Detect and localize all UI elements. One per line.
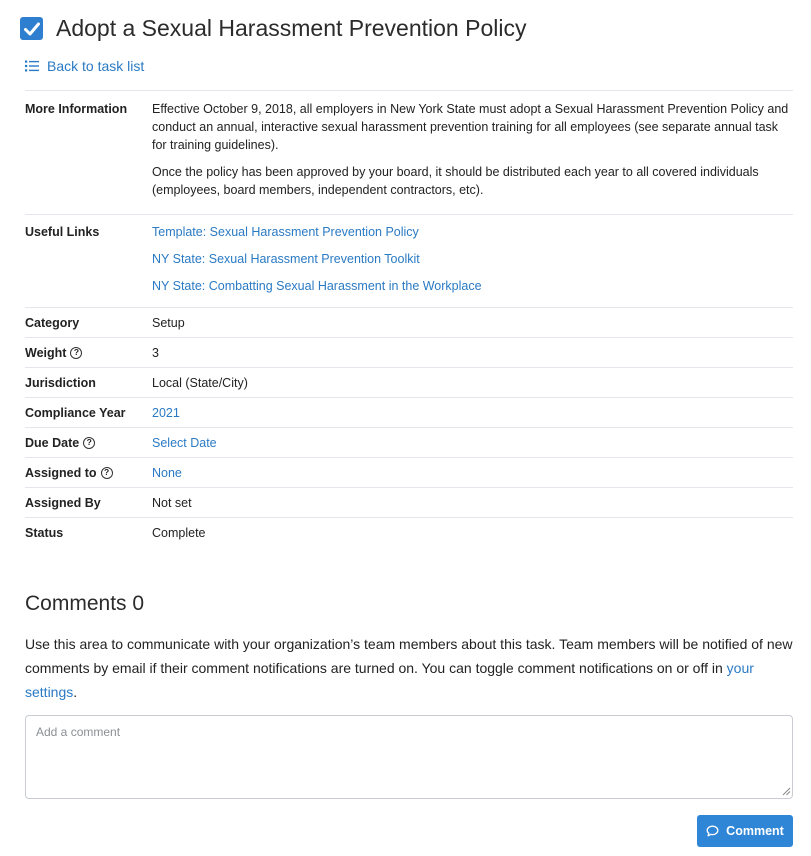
- back-link-label: Back to task list: [47, 58, 145, 74]
- category-label: Category: [25, 315, 80, 330]
- checkmark-icon: [24, 22, 40, 36]
- category-value: Setup: [152, 315, 185, 330]
- comment-button[interactable]: [697, 815, 793, 847]
- compliance-year-row: [25, 398, 793, 428]
- jurisdiction-row: [25, 368, 793, 398]
- assigned-by-row: [25, 488, 793, 518]
- your-settings-link[interactable]: your settings: [25, 660, 754, 700]
- useful-links-list: [152, 223, 793, 295]
- due-date-help-icon[interactable]: ?: [83, 437, 95, 449]
- more-information-paragraph: Once the policy has been approved by your board, it should be distributed each year to all covered individuals (employees, board members, independent contractors, etc).: [152, 165, 759, 197]
- due-date-row: [25, 428, 793, 458]
- assigned-by-value: Not set: [152, 495, 192, 510]
- speech-bubble-icon: [706, 825, 719, 837]
- weight-label-cell: [25, 344, 152, 362]
- weight-row: [25, 338, 793, 368]
- page-title: Adopt a Sexual Harassment Prevention Policy: [56, 15, 527, 41]
- weight-value: 3: [152, 345, 159, 360]
- assigned-to-label-cell: [25, 464, 152, 482]
- title-row: [20, 15, 526, 42]
- comments-title: Comments 0: [25, 592, 145, 615]
- select-date-link[interactable]: Select Date: [152, 435, 217, 450]
- assigned-to-row: [25, 458, 793, 488]
- useful-link-template-policy[interactable]: Template: Sexual Harassment Prevention Policy: [152, 225, 419, 239]
- assigned-by-label: Assigned By: [25, 495, 101, 510]
- resize-handle-icon[interactable]: [782, 787, 791, 796]
- more-information-row: [25, 91, 793, 215]
- weight-help-icon[interactable]: ?: [70, 347, 82, 359]
- assigned-to-label: Assigned to: [25, 465, 97, 480]
- useful-link-prevention-toolkit[interactable]: NY State: Sexual Harassment Prevention Toolkit: [152, 252, 420, 266]
- useful-links-row: [25, 215, 793, 308]
- comment-button-label: Comment: [726, 824, 784, 838]
- status-value: Complete: [152, 526, 206, 540]
- task-complete-checkbox[interactable]: [20, 17, 43, 40]
- comment-input[interactable]: [25, 715, 793, 799]
- compliance-year-label: Compliance Year: [25, 405, 126, 420]
- due-date-label-cell: [25, 434, 152, 452]
- assigned-to-link[interactable]: None: [152, 465, 182, 480]
- weight-label: Weight: [25, 345, 67, 360]
- due-date-label: Due Date: [25, 435, 80, 450]
- useful-links-label: Useful Links: [25, 225, 100, 239]
- more-information-value: [152, 100, 793, 199]
- more-information-paragraph: Effective October 9, 2018, all employers in New York State must adopt a Sexual Harassment Prevention Policy and conduct an annual, interactive sexual harassment prevention training for all employees (see separate annual task for training guidelines).: [152, 102, 789, 152]
- more-information-label: More Information: [25, 102, 128, 116]
- comments-description-end: .: [73, 684, 78, 700]
- list-icon: [25, 60, 39, 72]
- jurisdiction-value: Local (State/City): [152, 375, 248, 390]
- status-label: Status: [25, 526, 64, 540]
- compliance-year-link[interactable]: 2021: [152, 405, 180, 420]
- comments-description: [25, 632, 795, 704]
- assigned-to-help-icon[interactable]: ?: [101, 467, 113, 479]
- task-details-table: [25, 90, 793, 548]
- jurisdiction-label: Jurisdiction: [25, 375, 96, 390]
- status-row: [25, 518, 793, 548]
- comments-description-text: Use this area to communicate with your organization’s team members about this task. Team members will be notified of new comments by email if their comment notifications are turned on. You can toggle comment notifications on or off in: [25, 636, 793, 676]
- back-to-task-list-link[interactable]: [25, 58, 144, 74]
- category-row: [25, 308, 793, 338]
- useful-link-combatting-harassment[interactable]: NY State: Combatting Sexual Harassment in the Workplace: [152, 279, 482, 293]
